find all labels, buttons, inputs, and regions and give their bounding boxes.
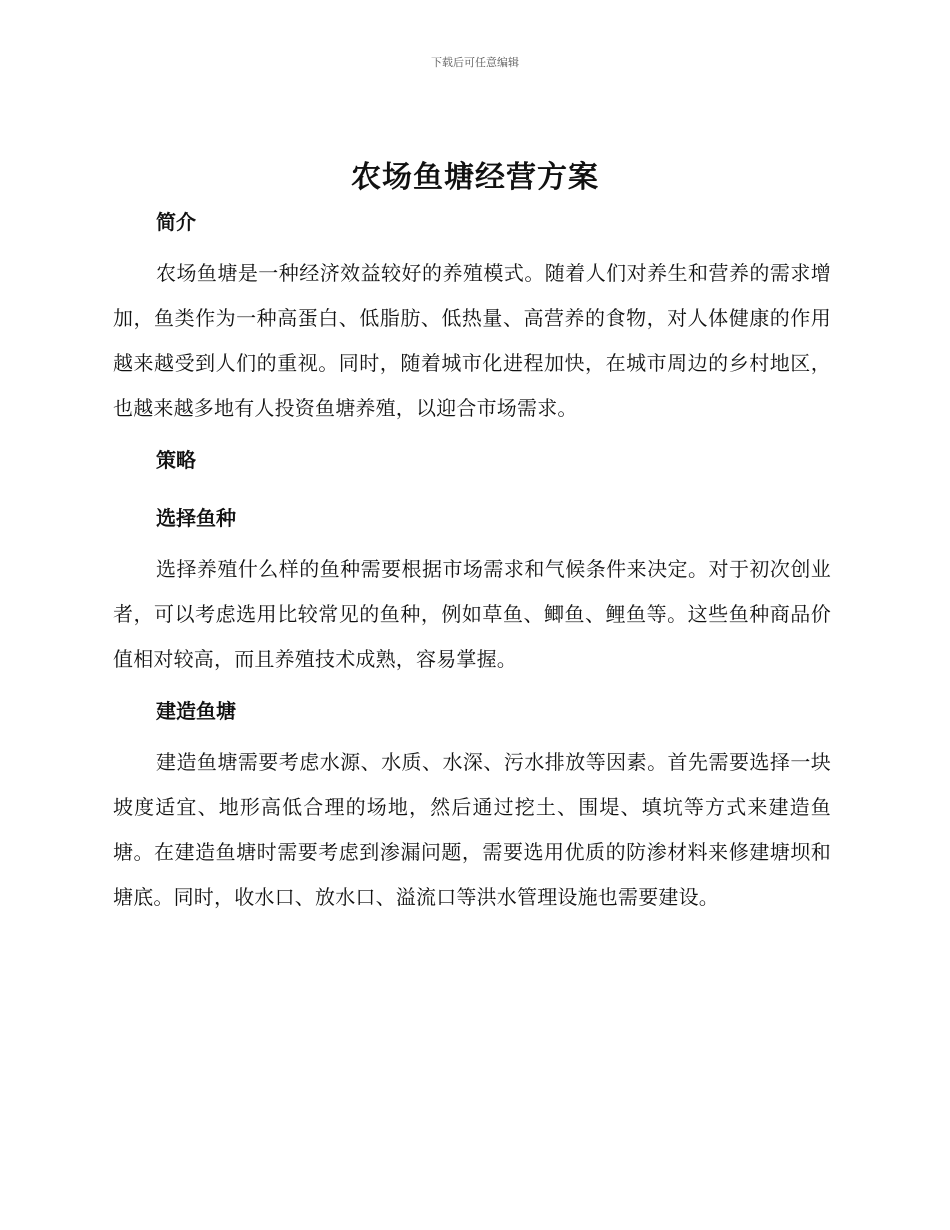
section-heading-build-pond: 建造鱼塘: [156, 699, 236, 723]
section-paragraph-build-pond: 建造鱼塘需要考虑水源、水质、水深、污水排放等因素。首先需要选择一块坡度适宜、地形高低合理的场地，然后通过挖土、围堤、填坑等方式来建造鱼塘。在建造鱼塘时需要考虑到渗漏问题，需要选用优质的防渗材料来修建塘坝和塘底。同时，收水口、放水口、溢流口等洪水管理设施也需要建设。: [113, 750, 831, 909]
document-title: 农场鱼塘经营方案: [351, 160, 599, 195]
header-note: 下载后可任意编辑: [431, 56, 519, 69]
section-heading-intro: 简介: [156, 210, 196, 234]
section-paragraph-intro: 农场鱼塘是一种经济效益较好的养殖模式。随着人们对养生和营养的需求增加，鱼类作为一种高蛋白、低脂肪、低热量、高营养的食物，对人体健康的作用越来越受到人们的重视。同时，随着城市化进程加快，在城市周边的乡村地区，也越来越多地有人投资鱼塘养殖，以迎合市场需求。: [113, 261, 831, 420]
section-heading-select-fish: 选择鱼种: [156, 506, 236, 530]
document-body: [113, 204, 831, 920]
section-paragraph-select-fish: 选择养殖什么样的鱼种需要根据市场需求和气候条件来决定。对于初次创业者，可以考虑选用比较常见的鱼种，例如草鱼、鲫鱼、鲤鱼等。这些鱼种商品价值相对较高，而且养殖技术成熟，容易掌握。: [113, 557, 831, 671]
section-heading-strategy: 策略: [156, 448, 196, 472]
